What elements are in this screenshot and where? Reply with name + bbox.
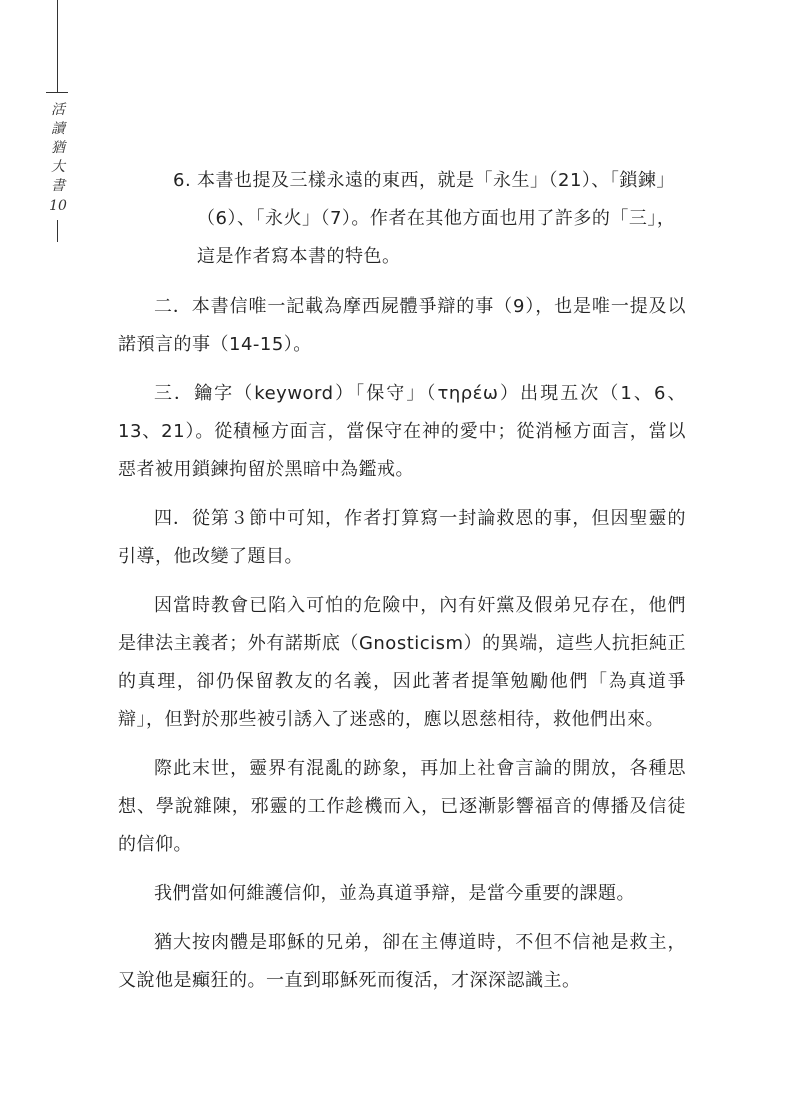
page-body	[118, 162, 686, 1011]
margin-rule-top	[57, 0, 58, 92]
list-item-number: 6.	[173, 170, 192, 191]
margin-rule-bottom	[57, 220, 58, 242]
margin-tick	[46, 92, 68, 93]
running-head-char: 讀	[51, 121, 65, 137]
list-item-text: 本書也提及三樣永遠的東西，就是「永生」（21）、「鎖鍊」（6）、「永火」（7）。作者在其他方面也用了許多的「三」，這是作者寫本書的特色。	[197, 170, 676, 267]
running-head-char: 猶	[51, 140, 65, 156]
paragraph-question: 我們當如何維護信仰，並為真道爭辯，是當今重要的課題。	[154, 883, 635, 904]
running-head-char: 活	[51, 102, 65, 118]
paragraph-3: 三．鑰字（keyword）「保守」（τηρέω）出現五次（1、6、13、21）。從積極方面言，當保守在神的愛中；從消極方面言，當以惡者被用鎖鍊拘留於黑暗中為鑑戒。	[118, 383, 686, 480]
page-number: 10	[49, 198, 67, 214]
paragraph-4: 四．從第３節中可知，作者打算寫一封論救恩的事，但因聖靈的引導，他改變了題目。	[118, 508, 686, 567]
running-head-char: 書	[51, 178, 65, 194]
paragraph-context: 因當時教會已陷入可怕的危險中，內有奸黨及假弟兄存在，他們是律法主義者；外有諾斯底（Gnosticism）的異端，這些人抗拒純正的真理，卻仍保留教友的名義，因此著者提筆勉勵他們「為真道爭辯」，但對於那些被引誘入了迷惑的，應以恩慈相待，救他們出來。	[118, 595, 686, 730]
list-item-6	[173, 162, 686, 276]
paragraph-end-times: 際此末世，靈界有混亂的跡象，再加上社會言論的開放，各種思想、學說雜陳，邪靈的工作趁機而入，已逐漸影響福音的傳播及信徒的信仰。	[118, 758, 686, 855]
paragraph-2: 二．本書信唯一記載為摩西屍體爭辯的事（9），也是唯一提及以諾預言的事（14-15）。	[118, 296, 686, 355]
paragraph-jude: 猶大按肉體是耶穌的兄弟，卻在主傳道時，不但不信祂是救主，又說他是癲狂的。一直到耶穌死而復活，才深深認識主。	[118, 932, 686, 991]
running-head	[49, 101, 67, 196]
running-head-char: 大	[51, 159, 65, 175]
